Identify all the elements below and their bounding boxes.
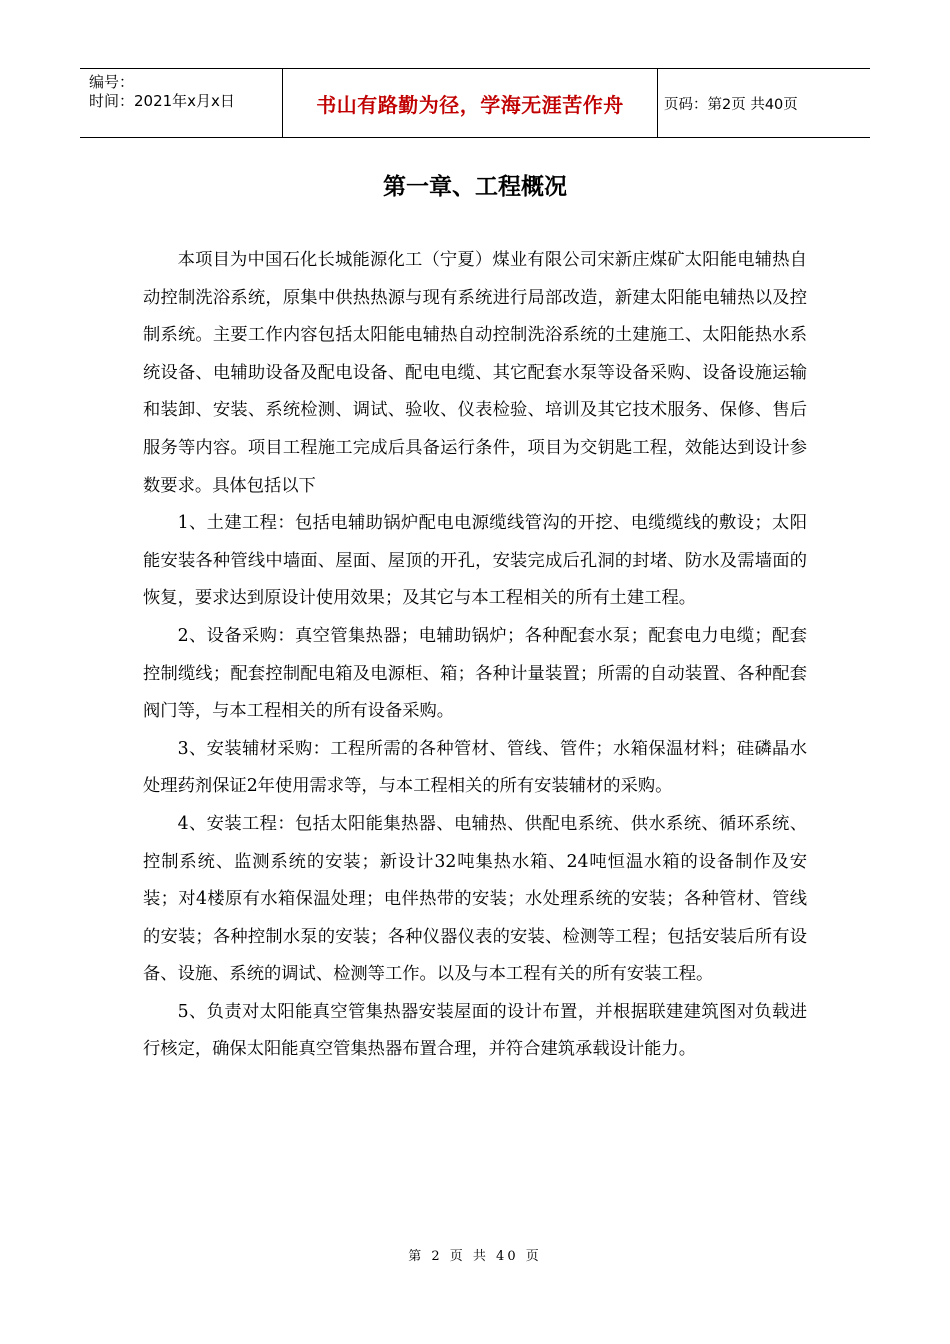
paragraph-roof-design: 5、负责对太阳能真空管集热器安装屋面的设计布置，并根据联建建筑图对负载进行核定，确保太阳能真空管集热器布置合理，并符合建筑承载设计能力。 bbox=[143, 1001, 807, 1060]
document-body bbox=[143, 242, 807, 1069]
paragraph-materials-procurement: 3、安装辅材采购：工程所需的各种管材、管线、管件；水箱保温材料；硅磷晶水处理药剂保证2年使用需求等，与本工程相关的所有安装辅材的采购。 bbox=[143, 738, 807, 797]
header-meta bbox=[80, 69, 282, 137]
number-label: 编号： bbox=[89, 73, 135, 91]
header-page-code: 页码：第2页 共40页 bbox=[664, 96, 798, 113]
chapter-title: 第一章、工程概况 bbox=[383, 174, 567, 200]
header-motto: 书山有路勤为径，学海无涯苦作舟 bbox=[282, 69, 658, 137]
page-header bbox=[80, 68, 870, 138]
paragraph-overview: 本项目为中国石化长城能源化工（宁夏）煤业有限公司宋新庄煤矿太阳能电辅热自动控制洗浴系统，原集中供热热源与现有系统进行局部改造，新建太阳能电辅热以及控制系统。主要工作内容包括太阳能电辅热自动控制洗浴系统的土建施工、太阳能热水系统设备、电辅助设备及配电设备、配电电缆、其它配套水泵等设备采购、设备设施运输和装卸、安装、系统检测、调试、验收、仪表检验、培训及其它技术服务、保修、售后服务等内容。项目工程施工完成后具备运行条件，项目为交钥匙工程，效能达到设计参数要求。具体包括以下 bbox=[143, 250, 807, 496]
paragraph-civil-works: 1、土建工程：包括电辅助锅炉配电电源缆线管沟的开挖、电缆缆线的敷设；太阳能安装各种管线中墙面、屋面、屋顶的开孔，安装完成后孔洞的封堵、防水及需墙面的恢复，要求达到原设计使用效果；及其它与本工程相关的所有土建工程。 bbox=[143, 513, 807, 609]
paragraph-equipment-procurement: 2、设备采购：真空管集热器；电辅助锅炉；各种配套水泵；配套电力电缆；配套控制缆线；配套控制配电箱及电源柜、箱；各种计量装置；所需的自动装置、各种配套阀门等，与本工程相关的所有设备采购。 bbox=[143, 625, 807, 722]
paragraph-installation: 4、安装工程：包括太阳能集热器、电辅热、供配电系统、供水系统、循环系统、控制系统、监测系统的安装；新设计32吨集热水箱、24吨恒温水箱的设备制作及安装；对4楼原有水箱保温处理；电伴热带的安装；水处理系统的安装；各种管材、管线的安装；各种控制水泵的安装；各种仪器仪表的安装、检测等工程；包括安装后所有设备、设施、系统的调试、检测等工作。以及与本工程有关的所有安装工程。 bbox=[143, 813, 807, 985]
time-label: 时间：2021年x月x日 bbox=[89, 92, 235, 110]
page-footer: 第 2 页 共 40 页 bbox=[408, 1249, 542, 1264]
